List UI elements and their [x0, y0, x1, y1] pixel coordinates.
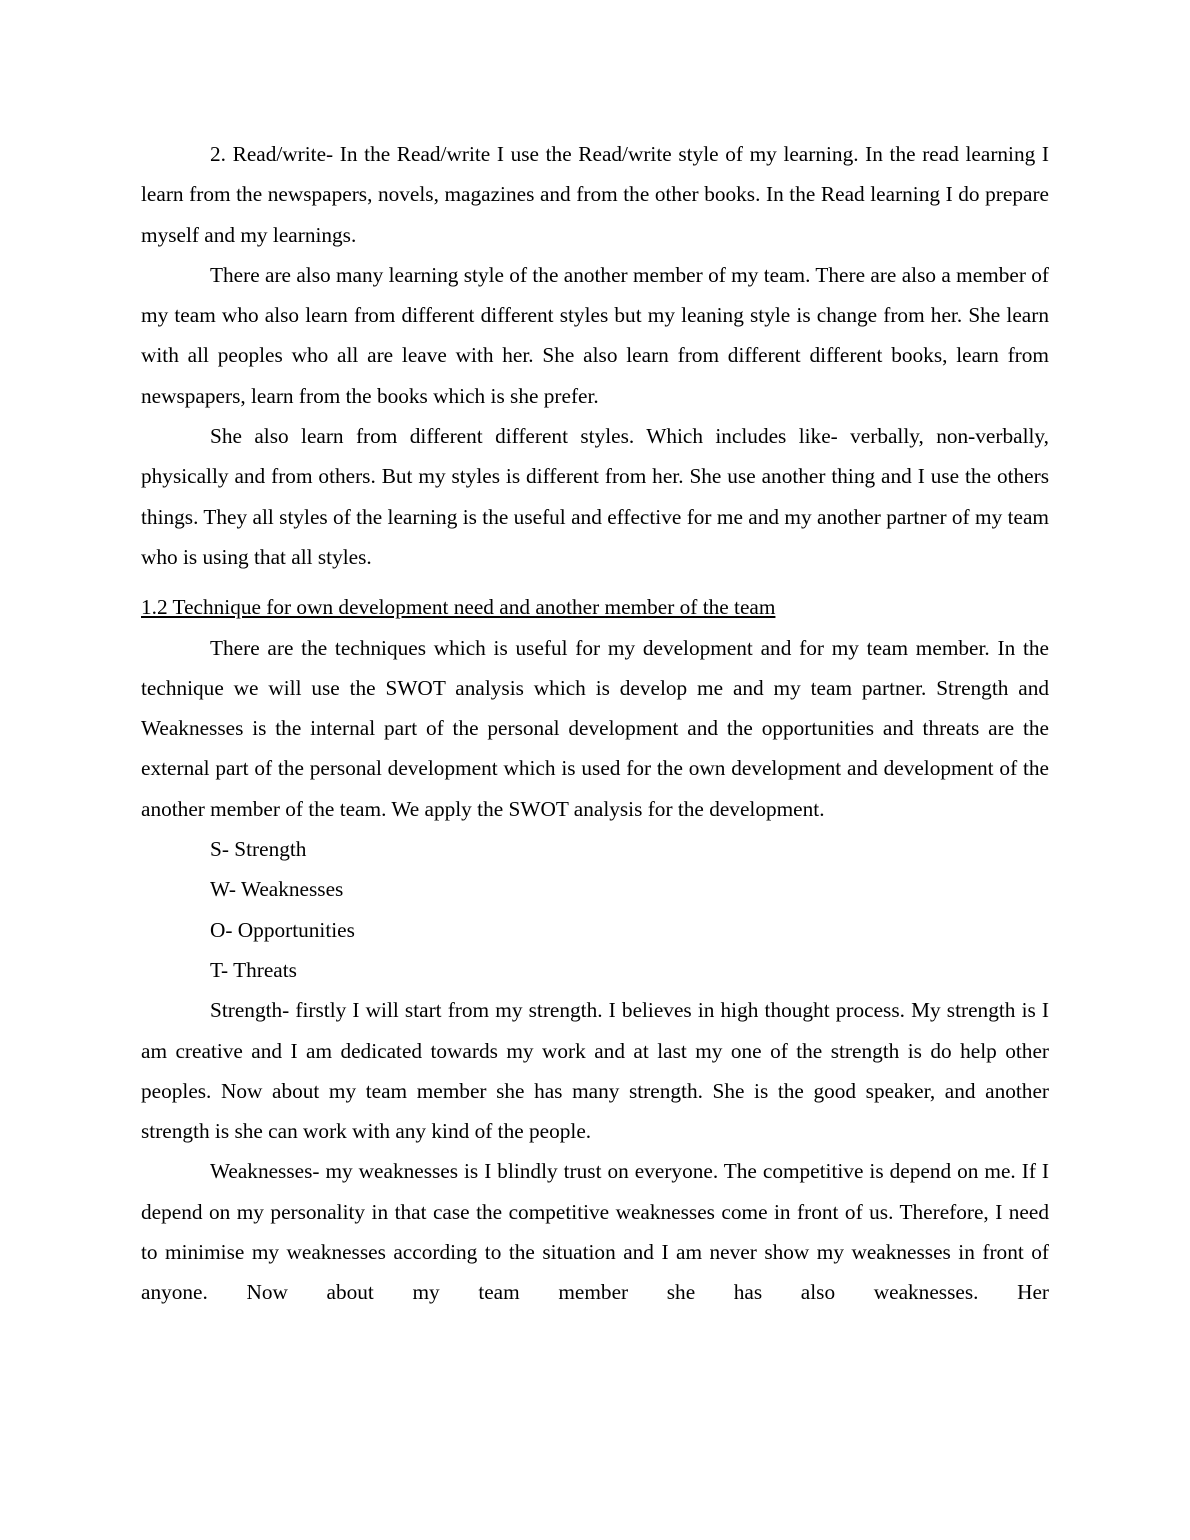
swot-item-opportunities: O- Opportunities	[210, 917, 355, 942]
swot-item-strength: S- Strength	[210, 837, 307, 862]
paragraph-weaknesses: Weaknesses- my weaknesses is I blindly trust on everyone. The competitive is depend on me. If I depend on my personality in that case the competitive weaknesses come in front of us. Therefore, I need to minimise my weaknesses according to the situation and I am never show my weaknesses in front of anyone. Now about my team member she has also weaknesses. Her	[141, 1159, 1049, 1305]
swot-list	[141, 829, 1049, 990]
document-page	[141, 134, 1049, 1313]
paragraph-swot-intro: There are the techniques which is useful for my development and for my team member. In the technique we will use the SWOT analysis which is develop me and my team partner. Strength and Weaknesses is the internal part of the personal development and the opportunities and threats are the external part of the personal development which is used for the own development and development of the another member of the team. We apply the SWOT analysis for the development.	[141, 635, 1049, 821]
paragraph-different-styles: She also learn from different different styles. Which includes like- verbally, non-verbally, physically and from others. But my styles is different from her. She use another thing and I use the others things. They all styles of the learning is the useful and effective for me and my another partner of my team who is using that all styles.	[141, 424, 1049, 569]
paragraph-strength: Strength- firstly I will start from my strength. I believes in high thought process. My strength is I am creative and I am dedicated towards my work and at last my one of the strength is do help other peoples. Now about my team member she has many strength. She is the good speaker, and another strength is she can work with any kind of the people.	[141, 998, 1049, 1144]
paragraph-team-learning-style: There are also many learning style of the another member of my team. There are also a member of my team who also learn from different different styles but my leaning style is change from her. She learn with all peoples who all are leave with her. She also learn from different different books, learn from newspapers, learn from the books which is she prefer.	[141, 262, 1049, 408]
paragraph-read-write: 2. Read/write- In the Read/write I use the Read/write style of my learning. In the read learning I learn from the newspapers, novels, magazines and from the other books. In the Read learning I do prepare myself and my learnings.	[141, 142, 1049, 247]
section-heading: 1.2 Technique for own development need and another member of the team	[141, 595, 776, 620]
swot-item-weaknesses: W- Weaknesses	[210, 877, 344, 902]
swot-item-threats: T- Threats	[210, 957, 297, 982]
